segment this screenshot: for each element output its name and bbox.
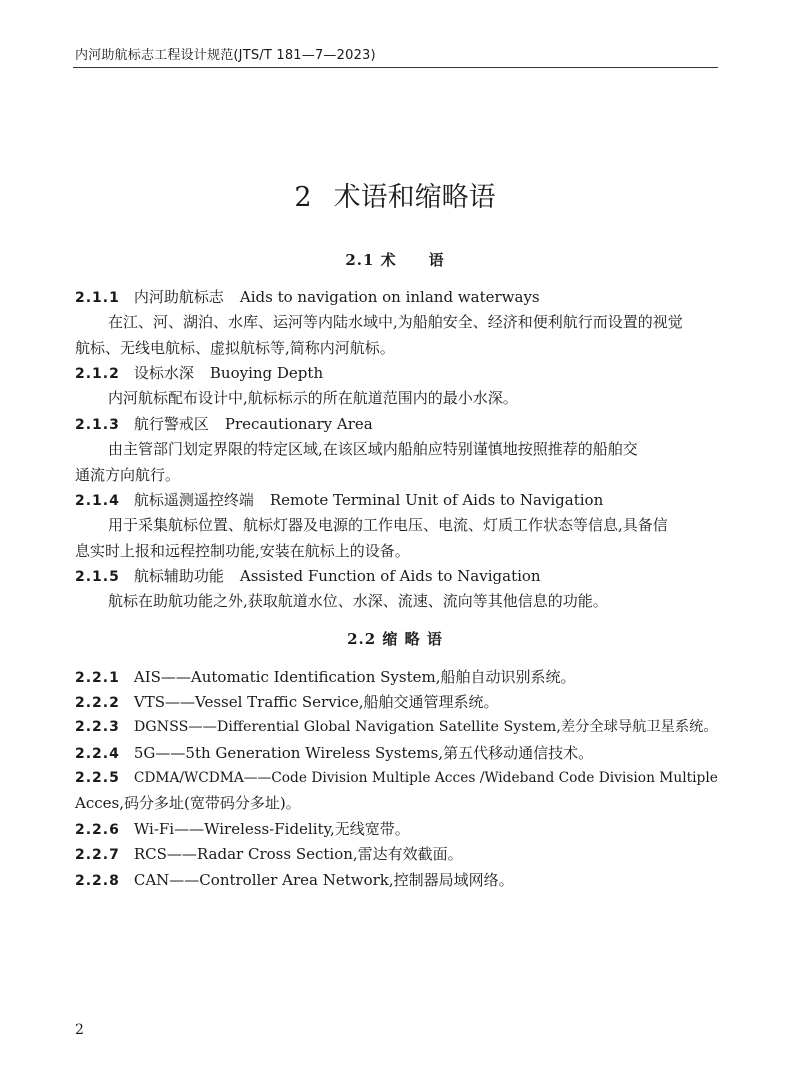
page-number: 2 xyxy=(75,1022,84,1038)
section-title-terms: 2.1 术 语 xyxy=(345,251,445,269)
abbreviation-entry xyxy=(75,667,718,688)
term-definition-line: 用于采集航标位置、航标灯器及电源的工作电压、电流、灯质工作状态等信息,具备信 xyxy=(108,516,668,534)
abbreviation-number: 2.2.1 xyxy=(75,670,120,686)
term-definition-line: 在江、河、湖泊、水库、运河等内陆水域中,为船舶安全、经济和便利航行而设置的视觉 xyxy=(108,313,683,331)
abbreviation-entry xyxy=(75,768,718,788)
abbreviation-text: DGNSS——Differential Global Navigation Satellite System,差分全球导航卫星系统。 xyxy=(133,719,718,735)
term-definition-line: 由主管部门划定界限的特定区域,在该区域内船舶应特别谨慎地按照推荐的船舶交 xyxy=(108,440,638,458)
abbreviation-entry xyxy=(75,844,718,865)
term-number: 2.1.3 xyxy=(75,417,120,433)
abbreviation-number: 2.2.3 xyxy=(75,719,120,735)
term-definition-line: 通流方向航行。 xyxy=(75,466,181,484)
abbreviation-text: 5G——5th Generation Wireless Systems,第五代移动通信技术。 xyxy=(133,744,594,762)
term-chinese: 设标水深 xyxy=(133,364,194,382)
term-heading xyxy=(75,363,718,384)
term-english: Assisted Function of Aids to Navigation xyxy=(239,567,541,585)
term-chinese: 内河助航标志 xyxy=(133,288,224,306)
abbreviation-text: RCS——Radar Cross Section,雷达有效截面。 xyxy=(133,845,463,863)
term-heading xyxy=(75,287,718,308)
abbreviation-text: CDMA/WCDMA——Code Division Multiple Acces /Wideband Code Division Multiple xyxy=(133,770,718,786)
abbreviation-number: 2.2.5 xyxy=(75,770,120,786)
term-heading xyxy=(75,490,718,511)
chapter-title xyxy=(0,175,790,214)
chapter-title-text: 术语和缩略语 xyxy=(333,182,496,213)
term-english: Buoying Depth xyxy=(209,364,324,382)
term-definition-line: 内河航标配布设计中,航标标示的所在航道范围内的最小水深。 xyxy=(108,389,518,407)
abbreviation-text: CAN——Controller Area Network,控制器局域网络。 xyxy=(133,871,514,889)
abbreviation-entry xyxy=(75,692,718,713)
chapter-number: 2 xyxy=(294,182,312,213)
abbreviation-entry xyxy=(75,743,718,764)
abbreviation-number: 2.2.8 xyxy=(75,873,120,889)
term-heading xyxy=(75,566,718,587)
abbreviation-number: 2.2.6 xyxy=(75,822,120,838)
term-definition-line: 航标在助航功能之外,获取航道水位、水深、流速、流向等其他信息的功能。 xyxy=(108,592,608,610)
abbreviation-text: Wi-Fi——Wireless-Fidelity,无线宽带。 xyxy=(133,820,410,838)
abbreviation-entry xyxy=(75,870,718,891)
abbreviation-continuation: Acces,码分多址(宽带码分多址)。 xyxy=(75,794,301,812)
term-number: 2.1.4 xyxy=(75,493,120,509)
term-number: 2.1.2 xyxy=(75,366,120,382)
term-number: 2.1.1 xyxy=(75,290,120,306)
term-definition-line: 息实时上报和远程控制功能,安装在航标上的设备。 xyxy=(75,542,410,560)
term-chinese: 航标辅助功能 xyxy=(133,567,224,585)
term-chinese: 航标遥测遥控终端 xyxy=(133,491,254,509)
abbreviation-entry xyxy=(75,717,718,737)
term-english: Aids to navigation on inland waterways xyxy=(239,288,540,306)
abbreviation-text: AIS——Automatic Identification System,船舶自动识别系统。 xyxy=(133,668,576,686)
abbreviation-number: 2.2.2 xyxy=(75,695,120,711)
term-english: Precautionary Area xyxy=(224,415,373,433)
term-number: 2.1.5 xyxy=(75,569,120,585)
abbreviation-number: 2.2.7 xyxy=(75,847,120,863)
term-english: Remote Terminal Unit of Aids to Navigation xyxy=(269,491,604,509)
abbreviation-number: 2.2.4 xyxy=(75,746,120,762)
term-heading xyxy=(75,414,718,435)
abbreviation-text: VTS——Vessel Traffic Service,船舶交通管理系统。 xyxy=(133,693,499,711)
header-divider xyxy=(73,67,718,68)
term-definition-line: 航标、无线电航标、虚拟航标等,简称内河航标。 xyxy=(75,339,395,357)
running-header: 内河助航标志工程设计规范(JTS/T 181—7—2023) xyxy=(75,48,376,63)
term-chinese: 航行警戒区 xyxy=(133,415,209,433)
section-title-abbreviations: 2.2 缩 略 语 xyxy=(347,630,443,648)
abbreviation-entry xyxy=(75,819,718,840)
